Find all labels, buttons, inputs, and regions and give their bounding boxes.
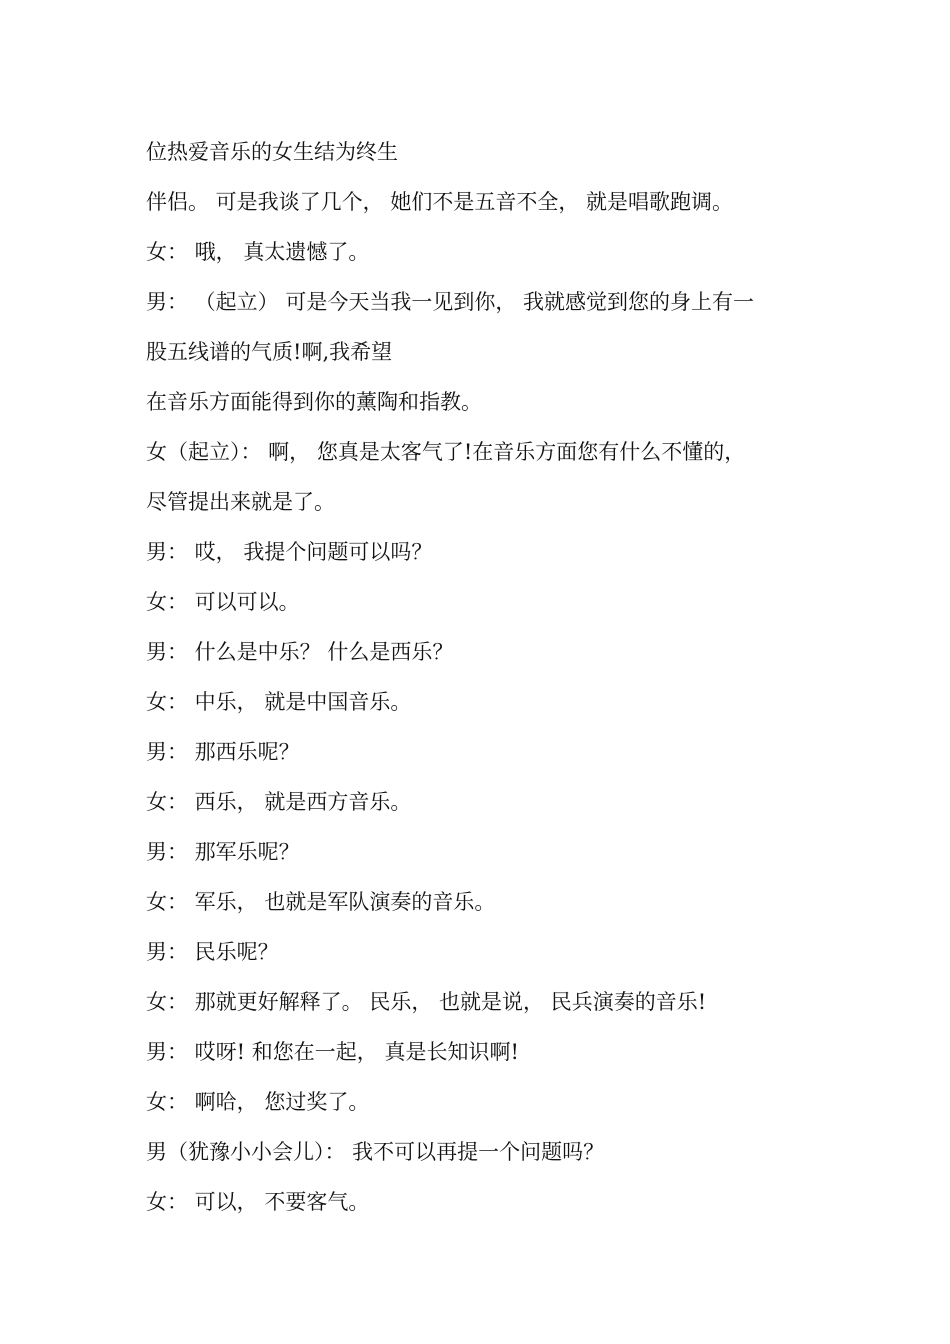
text-line: 女： 西乐， 就是西方音乐。 <box>146 790 412 814</box>
text-line: 女： 军乐， 也就是军队演奏的音乐。 <box>146 890 496 914</box>
text-line: 男（犹豫小小会儿）： 我不可以再提一个问题吗？ <box>146 1140 605 1164</box>
text-line: 女： 那就更好解释了。 民乐， 也就是说， 民兵演奏的音乐! <box>146 990 707 1014</box>
text-line: 女： 啊哈， 您过奖了。 <box>146 1090 370 1114</box>
text-line: 伴侣。 可是我谈了几个， 她们不是五音不全， 就是唱歌跑调。 <box>146 190 734 214</box>
text-line: 男： （起立） 可是今天当我一见到你， 我就感觉到您的身上有一 <box>146 290 755 314</box>
text-line: 在音乐方面能得到你的薰陶和指教。 <box>146 390 482 414</box>
text-line: 尽管提出来就是了。 <box>146 490 335 514</box>
text-line: 女： 可以， 不要客气。 <box>146 1190 370 1214</box>
text-line: 女（起立）： 啊， 您真是太客气了!在音乐方面您有什么不懂的， <box>146 440 746 464</box>
text-line: 男： 什么是中乐？ 什么是西乐？ <box>146 640 454 664</box>
text-line: 男： 那军乐呢？ <box>146 840 300 864</box>
text-line: 位热爱音乐的女生结为终生 <box>146 140 398 164</box>
text-line: 男： 哎呀! 和您在一起， 真是长知识啊! <box>146 1040 519 1064</box>
text-line: 男： 民乐呢？ <box>146 940 279 964</box>
text-line: 男： 哎， 我提个问题可以吗？ <box>146 540 433 564</box>
text-line: 女： 中乐， 就是中国音乐。 <box>146 690 412 714</box>
dialogue-text <box>146 127 826 1227</box>
text-line: 女： 可以可以。 <box>146 590 300 614</box>
text-line: 股五线谱的气质!啊,我希望 <box>146 340 393 364</box>
text-line: 男： 那西乐呢？ <box>146 740 300 764</box>
text-line: 女： 哦， 真太遗憾了。 <box>146 240 370 264</box>
